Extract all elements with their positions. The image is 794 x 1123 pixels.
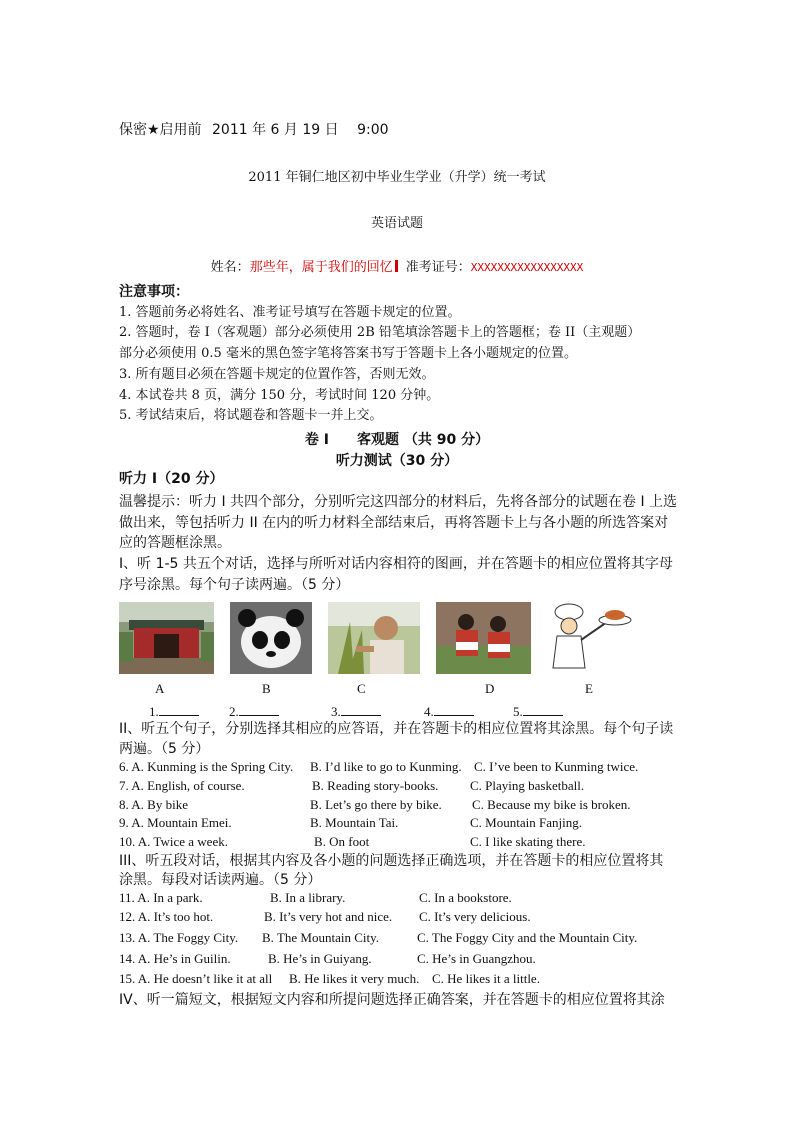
q8-option-a[interactable]: 8. A. By bike (119, 797, 188, 812)
listening1-title: 听力 I（20 分） (119, 471, 224, 487)
q9-option-b[interactable]: B. Mountain Tai. (310, 815, 399, 830)
tip-line-3: 应的答题框涂黑。 (119, 535, 231, 551)
q8-option-b[interactable]: B. Let’s go there by bike. (310, 797, 442, 812)
part4-instr: IV、听一篇短文，根据短文内容和所提问题选择正确答案，并在答题卡的相应位置将其涂 (119, 992, 665, 1008)
secret-line (119, 119, 389, 139)
q12-option-b[interactable]: B. It’s very hot and nice. (264, 909, 393, 924)
part3-instr-2: 涂黑。每段对话读两遍。（5 分） (119, 872, 322, 888)
q6-option-b[interactable]: B. I’d like to go to Kunming. (310, 759, 462, 774)
note-2: 2. 答题时，卷 I（客观题）部分必须使用 2B 铅笔填涂答题卡上的答题框；卷 II（主观题） (119, 325, 641, 340)
q7-option-a[interactable]: 7. A. English, of course. (119, 778, 245, 793)
q12-option-c[interactable]: C. It’s very delicious. (419, 909, 531, 924)
q10-option-a[interactable]: 10. A. Twice a week. (119, 834, 228, 849)
q10-option-c[interactable]: C. I like skating there. (470, 834, 586, 849)
note-5: 5. 考试结束后，将试题卷和答题卡一并上交。 (119, 408, 383, 423)
exam-title: 2011 年铜仁地区初中毕业生学业（升学）统一考试 (248, 170, 546, 185)
note-2-cont: 部分必须使用 0.5 毫米的黑色签字笔将答案书写于答题卡上各小题规定的位置。 (119, 346, 577, 361)
answer-blank-5[interactable]: 5. (513, 703, 563, 720)
picture-letter-a: A (155, 681, 165, 696)
exam-date: 2011 年 6 月 19 日 (212, 122, 339, 138)
part2-instr-1: II、听五个句子，分别选择其相应的应答语，并在答题卡的相应位置将其涂黑。每个句子读 (119, 721, 674, 737)
part1-instr-2: 序号涂黑。每个句子读两遍。（5 分） (119, 577, 350, 593)
picture-a-red-gate (119, 602, 214, 674)
listening-title: 听力测试（30 分） (335, 453, 459, 469)
name-cursor (395, 260, 398, 272)
picture-letter-d: D (485, 681, 495, 696)
q13-option-c[interactable]: C. The Foggy City and the Mountain City. (417, 930, 638, 945)
q11-option-a[interactable]: 11. A. In a park. (119, 890, 203, 905)
q9-option-a[interactable]: 9. A. Mountain Emei. (119, 815, 232, 830)
name-label: 姓名： (210, 260, 250, 275)
q14-option-a[interactable]: 14. A. He’s in Guilin. (119, 951, 231, 966)
volume-title: 卷 I 客观题 （共 90 分） (304, 432, 490, 448)
picture-b-panda (230, 602, 312, 674)
q15-option-c[interactable]: C. He likes it a little. (432, 971, 540, 986)
picture-d-children (436, 602, 531, 674)
q12-option-a[interactable]: 12. A. It’s too hot. (119, 909, 214, 924)
part3-instr-1: III、听五段对话，根据其内容及各小题的问题选择正确选项，并在答题卡的相应位置将其 (119, 853, 664, 869)
q7-option-c[interactable]: C. Playing basketball. (470, 778, 585, 793)
note-3: 3. 所有题目必须在答题卡规定的位置作答，否则无效。 (119, 367, 435, 382)
picture-letter-c: C (357, 681, 366, 696)
q15-option-a[interactable]: 15. A. He doesn’t like it at all (119, 971, 273, 986)
answer-blank-1[interactable]: 1. (149, 703, 199, 720)
tip-line-1: 温馨提示：听力 I 共四个部分，分别听完这四部分的材料后，先将各部分的试题在卷 I 上选 (119, 494, 678, 510)
q13-option-b[interactable]: B. The Mountain City. (262, 930, 379, 945)
q9-option-c[interactable]: C. Mountain Fanjing. (470, 815, 582, 830)
id-value: XXXXXXXXXXXXXXXXX (470, 261, 584, 274)
note-4: 4. 本试卷共 8 页，满分 150 分，考试时间 120 分钟。 (119, 388, 440, 403)
q11-option-b[interactable]: B. In a library. (270, 890, 346, 905)
part2-instr-2: 两遍。（5 分） (119, 741, 210, 757)
q11-option-c[interactable]: C. In a bookstore. (419, 890, 512, 905)
exam-time: 9:00 (357, 122, 389, 138)
picture-letter-e: E (585, 681, 593, 696)
answer-blank-3[interactable]: 3. (331, 703, 381, 720)
q6-option-c[interactable]: C. I’ve been to Kunming twice. (474, 759, 639, 774)
picture-c-farmer (328, 602, 420, 674)
answer-blank-4[interactable]: 4. (424, 703, 474, 720)
name-value: 那些年，属于我们的回忆 (249, 260, 393, 275)
picture-e-chef (543, 602, 635, 674)
secret-label: 保密★启用前 (119, 122, 202, 138)
q13-option-a[interactable]: 13. A. The Foggy City. (119, 930, 239, 945)
subject-title: 英语试题 (370, 216, 423, 231)
q6-option-a[interactable]: 6. A. Kunming is the Spring City. (119, 759, 294, 774)
q7-option-b[interactable]: B. Reading story-books. (312, 778, 439, 793)
note-1: 1. 答题前务必将姓名、准考证号填写在答题卡规定的位置。 (119, 305, 461, 320)
tip-line-2: 做出来，等包括听力 II 在内的听力材料全部结束后，再将答题卡上与各小题的所选答案对 (119, 515, 669, 531)
id-label: 准考证号： (405, 260, 471, 275)
candidate-line (0, 256, 794, 275)
picture-letter-b: B (262, 681, 271, 696)
q10-option-b[interactable]: B. On foot (314, 834, 370, 849)
q14-option-b[interactable]: B. He’s in Guiyang. (268, 951, 372, 966)
q15-option-b[interactable]: B. He likes it very much. (289, 971, 420, 986)
notes-title: 注意事项： (119, 284, 189, 300)
part1-instr-1: I、听 1-5 共五个对话，选择与所听对话内容相符的图画，并在答题卡的相应位置将其字母 (119, 556, 673, 572)
q8-option-c[interactable]: C. Because my bike is broken. (472, 797, 631, 812)
q14-option-c[interactable]: C. He’s in Guangzhou. (417, 951, 536, 966)
answer-blank-2[interactable]: 2. (229, 703, 279, 720)
